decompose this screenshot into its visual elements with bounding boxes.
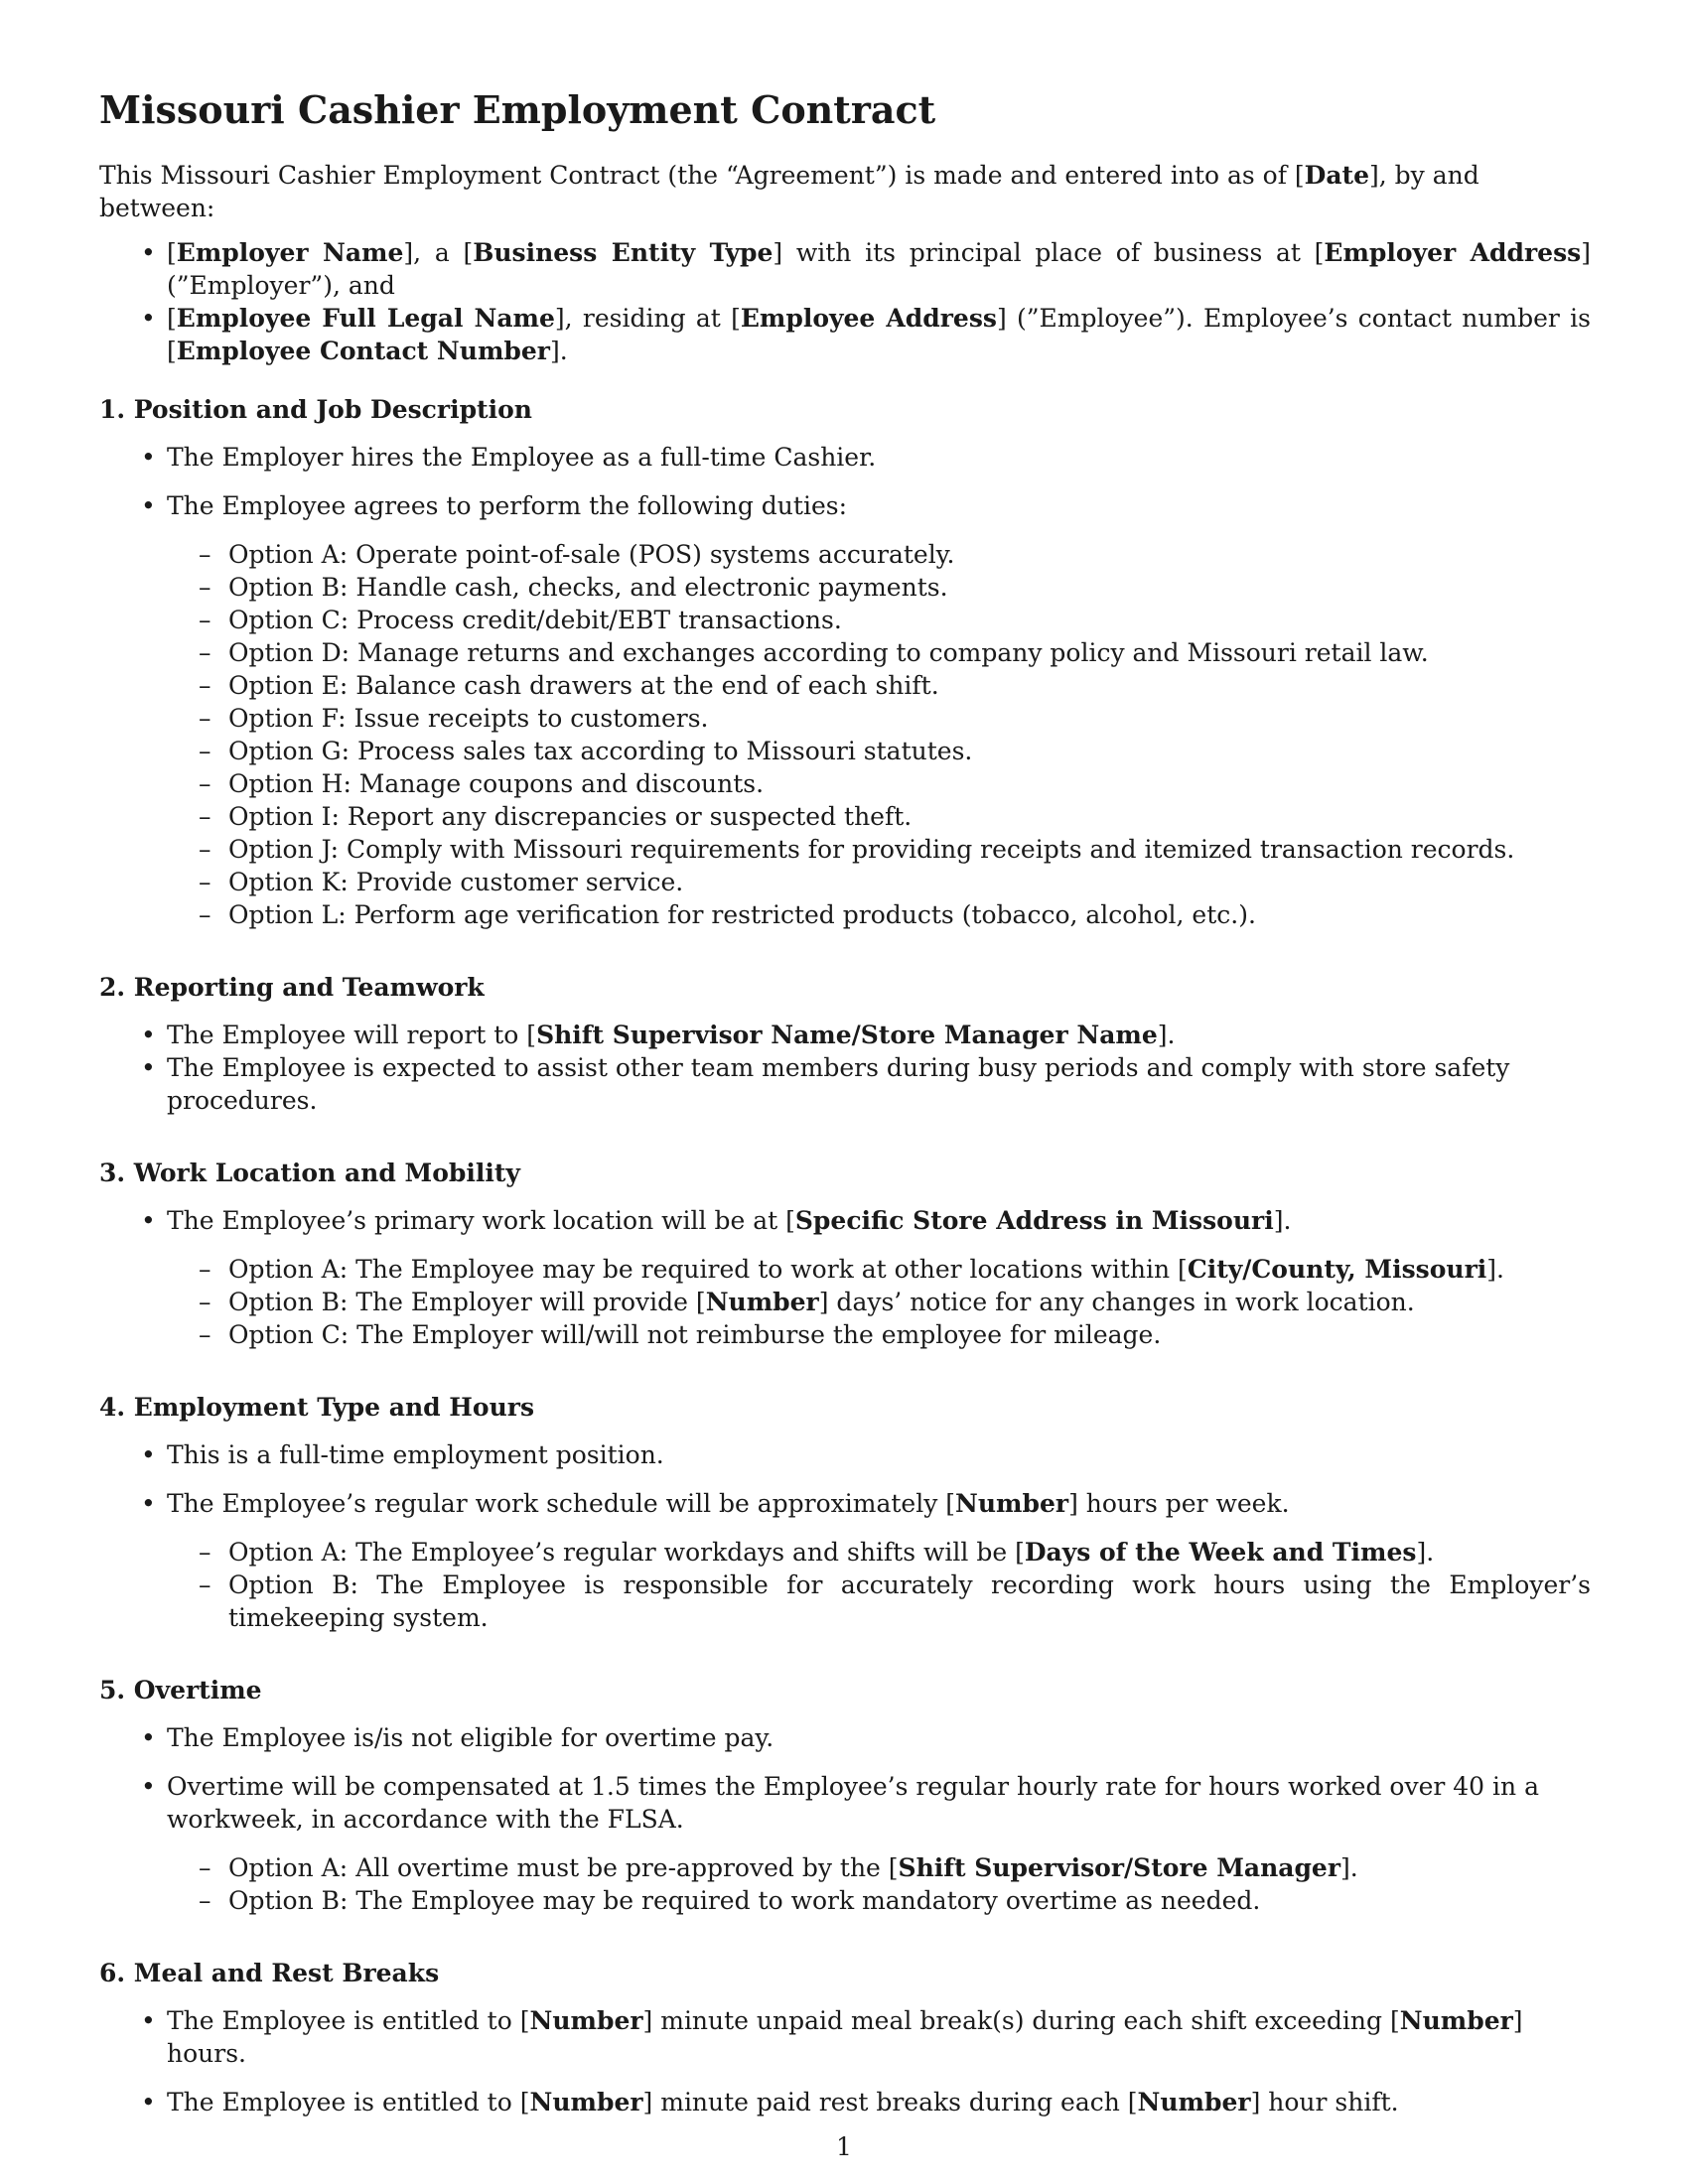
number-placeholder: Number [1399, 2005, 1513, 2035]
supervisor-placeholder: Shift Supervisor Name/Store Manager Name [536, 1020, 1158, 1049]
page-number: 1 [836, 2132, 852, 2161]
section-heading: 1. Position and Job Description [99, 394, 532, 424]
section-heading: 4. Employment Type and Hours [99, 1392, 535, 1422]
option-item: – Option J: Comply with Missouri requirements for providing receipts and itemized transaction records. [228, 833, 1591, 866]
list-item: • The Employee will report to [Shift Supervisor Name/Store Manager Name]. [167, 1019, 1591, 1051]
employee-contact-placeholder: Employee Contact Number [176, 336, 550, 365]
hours-options-list [167, 1536, 1591, 1634]
option-item: – Option B: The Employer will provide [Number] days’ notice for any changes in work location. [228, 1286, 1591, 1318]
section-2-list [99, 1019, 1591, 1117]
employer-address-placeholder: Employer Address [1324, 237, 1582, 267]
option-item: – Option C: Process credit/debit/EBT transactions. [228, 604, 1591, 636]
employee-address-placeholder: Employee Address [740, 303, 997, 333]
option-item: – Option H: Manage coupons and discounts. [228, 767, 1591, 800]
option-item: – Option B: The Employee is responsible for accurately recording work hours using the Employer’s timekeeping system. [228, 1569, 1591, 1634]
section-4-list [99, 1438, 1591, 1634]
option-item: – Option B: Handle cash, checks, and electronic payments. [228, 571, 1591, 604]
number-placeholder: Number [529, 2087, 643, 2116]
list-item: • This is a full-time employment position. [167, 1438, 1591, 1471]
list-item: • The Employee agrees to perform the following duties: – Option A: Operate point-of-sale (POS) systems accurately. – Option B: Handle cash, checks, and electronic payments. – Option C: Process credit/debit/EBT transactions. – Option D: Manage returns and exchanges according to company policy and Missouri retail law. – Option E: Balance cash drawers at the end of each shift. – Option F: Issue receipts to customers. – Option G: Process sales tax according to Missouri statutes. – Option H: Manage coupons and discounts. – Option I: Report any discrepancies or suspected theft. – Option J: Comply with Missouri requirements for providing receipts and itemized transaction records. – Option K: Provide customer service. – Option L: Perform age verification for restricted products (tobacco, alcohol, etc.). [167, 489, 1591, 931]
intro-paragraph: This Missouri Cashier Employment Contract (the “Agreement”) is made and entered into as of [Date], by and between: [99, 160, 1479, 222]
section-3-list [99, 1204, 1591, 1351]
section-1-list [99, 441, 1591, 931]
option-item: – Option I: Report any discrepancies or suspected theft. [228, 800, 1591, 833]
employer-party: • [Employer Name], a [Business Entity Type] with its principal place of business at [Employer Address] (”Employer”), and [167, 236, 1591, 302]
duties-options-list [167, 538, 1591, 931]
list-item: • The Employer hires the Employee as a full-time Cashier. [167, 441, 1591, 474]
option-item: – Option D: Manage returns and exchanges according to company policy and Missouri retail law. [228, 636, 1591, 669]
option-item: – Option B: The Employee may be required to work mandatory overtime as needed. [228, 1884, 1591, 1917]
section-6-list [99, 2004, 1591, 2118]
number-placeholder: Number [529, 2005, 643, 2035]
section-heading: 6. Meal and Rest Breaks [99, 1958, 440, 1987]
list-item: • The Employee is expected to assist other team members during busy periods and comply with store safety procedures. [167, 1051, 1591, 1117]
document-title: Missouri Cashier Employment Contract [99, 87, 936, 132]
date-placeholder: Date [1304, 160, 1370, 190]
section-heading: 3. Work Location and Mobility [99, 1158, 520, 1187]
option-item: – Option A: All overtime must be pre-approved by the [Shift Supervisor/Store Manager]. [228, 1851, 1591, 1884]
store-address-placeholder: Specific Store Address in Missouri [794, 1205, 1274, 1235]
list-item: • The Employee’s primary work location will be at [Specific Store Address in Missouri]. – Option A: The Employee may be required to work at other locations within [City/County, Missouri]. – Option B: The Employer will provide [Number] days’ notice for any changes in work location. – Option C: The Employer will/will not reimburse the employee for mileage. [167, 1204, 1591, 1351]
number-placeholder: Number [955, 1488, 1069, 1518]
list-item: • Overtime will be compensated at 1.5 times the Employee’s regular hourly rate for hours worked over 40 in a workweek, in accordance with the FLSA. – Option A: All overtime must be pre-approved by the [Shift Supervisor/Store Manager]. – Option B: The Employee may be required to work mandatory overtime as needed. [167, 1770, 1591, 1917]
option-item: – Option A: The Employee may be required to work at other locations within [City/County, Missouri]. [228, 1253, 1591, 1286]
document-page [99, 87, 1591, 2118]
number-placeholder: Number [705, 1287, 819, 1316]
business-entity-placeholder: Business Entity Type [473, 237, 774, 267]
option-item: – Option G: Process sales tax according to Missouri statutes. [228, 735, 1591, 767]
section-heading: 2. Reporting and Teamwork [99, 972, 485, 1002]
employer-name-placeholder: Employer Name [176, 237, 404, 267]
employee-party: • [Employee Full Legal Name], residing at [Employee Address] (”Employee”). Employee’s contact number is [Employee Contact Number]. [167, 302, 1591, 367]
option-item: – Option C: The Employer will/will not reimburse the employee for mileage. [228, 1318, 1591, 1351]
option-item: – Option A: Operate point-of-sale (POS) systems accurately. [228, 538, 1591, 571]
option-item: – Option A: The Employee’s regular workdays and shifts will be [Days of the Week and Times]. [228, 1536, 1591, 1569]
option-item: – Option K: Provide customer service. [228, 866, 1591, 898]
list-item: • The Employee is/is not eligible for overtime pay. [167, 1721, 1591, 1754]
list-item: • The Employee is entitled to [Number] minute unpaid meal break(s) during each shift exceeding [Number] hours. [167, 2004, 1591, 2070]
number-placeholder: Number [1137, 2087, 1251, 2116]
days-times-placeholder: Days of the Week and Times [1024, 1537, 1417, 1567]
location-options-list [167, 1253, 1591, 1351]
overtime-options-list [167, 1851, 1591, 1917]
parties-list [99, 236, 1591, 367]
option-item: – Option E: Balance cash drawers at the end of each shift. [228, 669, 1591, 702]
option-item: – Option F: Issue receipts to customers. [228, 702, 1591, 735]
section-heading: 5. Overtime [99, 1675, 262, 1705]
city-county-placeholder: City/County, Missouri [1187, 1254, 1487, 1284]
employee-name-placeholder: Employee Full Legal Name [176, 303, 555, 333]
list-item: • The Employee’s regular work schedule will be approximately [Number] hours per week. – Option A: The Employee’s regular workdays and shifts will be [Days of the Week and Times]. – Option B: The Employee is responsible for accurately recording work hours using the Employer’s timekeeping system. [167, 1487, 1591, 1634]
section-5-list [99, 1721, 1591, 1917]
option-item: – Option L: Perform age verification for restricted products (tobacco, alcohol, etc.). [228, 898, 1591, 931]
supervisor-placeholder: Shift Supervisor/Store Manager [898, 1852, 1341, 1882]
list-item: • The Employee is entitled to [Number] minute paid rest breaks during each [Number] hour shift. [167, 2086, 1591, 2118]
